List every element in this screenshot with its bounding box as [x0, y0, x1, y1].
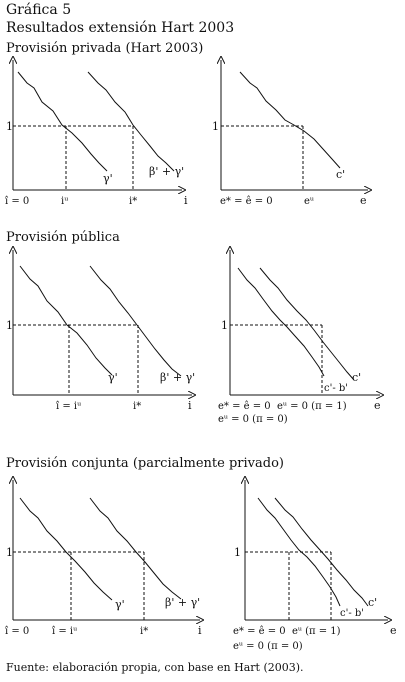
source-note: Fuente: elaboración propia, con base en Hart (2003).	[6, 661, 304, 674]
y-tick-label: 1	[234, 546, 241, 559]
x-axis-label: e	[374, 399, 381, 412]
section-title-joint: Provisión conjunta (parcialmente privado)	[6, 456, 284, 471]
curve-label-c: c'	[336, 168, 346, 181]
curve-label-c-minus-b: c'- b'	[340, 608, 365, 619]
x-axis-label: i	[184, 194, 188, 207]
curve-gamma	[18, 72, 107, 171]
figure-title: Resultados extensión Hart 2003	[6, 20, 235, 36]
x-tick-label: eᵘ (π = 1)	[292, 626, 341, 637]
x-tick-label: eᵘ	[304, 196, 314, 207]
x-tick-label: eᵘ = 0 (π = 1)	[277, 401, 347, 412]
panel-joint-left	[5, 480, 202, 637]
panel-joint-right	[233, 480, 397, 652]
curve-c	[260, 268, 354, 380]
curve-label-gamma: γ'	[108, 371, 118, 384]
curve-c-minus-b	[238, 268, 324, 376]
panel-public-right	[218, 250, 381, 425]
curve-label-c-minus-b: c'- b'	[324, 383, 349, 394]
x-tick-label: i*	[140, 626, 149, 637]
curve-c	[240, 72, 340, 168]
y-tick-label: 1	[212, 120, 219, 133]
y-tick-label: 1	[221, 319, 228, 332]
x-axis-label: i	[198, 624, 202, 637]
x-tick-label-secondary: eᵘ = 0 (π = 0)	[218, 414, 288, 425]
y-tick-label: 1	[6, 319, 13, 332]
curve-beta-gamma	[90, 266, 181, 376]
y-tick-label: 1	[6, 546, 13, 559]
curve-beta-gamma	[88, 72, 174, 171]
x-tick-label: î = iᵘ	[56, 401, 82, 412]
x-tick-label: e* = ê = 0	[218, 401, 271, 412]
x-tick-label: i*	[129, 196, 138, 207]
y-tick-label: 1	[6, 120, 13, 133]
curve-gamma	[20, 266, 112, 375]
curve-label-beta-gamma: β' + γ'	[160, 371, 196, 384]
x-axis-label: e	[390, 624, 397, 637]
x-axis-label: i	[188, 399, 192, 412]
x-tick-label: î = iᵘ	[52, 626, 78, 637]
panel-private-left	[5, 60, 188, 207]
x-tick-label: e* = ê = 0	[233, 626, 286, 637]
curve-label-beta-gamma: β' + γ'	[165, 596, 201, 609]
x-tick-label: î = 0	[5, 196, 30, 207]
curve-label-gamma: γ'	[115, 598, 125, 611]
curve-label-beta-gamma: β' + γ'	[149, 165, 185, 178]
curve-label-gamma: γ'	[103, 172, 113, 185]
x-axis-label: e	[360, 194, 367, 207]
panel-public-left	[6, 250, 195, 412]
curve-label-c: c'	[368, 596, 378, 609]
panel-private-right	[212, 60, 368, 207]
x-tick-label: iᵘ	[61, 196, 69, 207]
x-tick-label: i*	[133, 401, 142, 412]
section-title-private: Provisión privada (Hart 2003)	[6, 41, 204, 56]
figure-number: Gráfica 5	[6, 2, 72, 18]
curve-label-c: c'	[352, 371, 362, 384]
x-tick-label: e* = ê = 0	[220, 196, 273, 207]
curve-beta-gamma	[90, 498, 181, 599]
section-title-public: Provisión pública	[6, 230, 120, 245]
curve-gamma	[20, 498, 112, 600]
x-tick-label-secondary: eᵘ = 0 (π = 0)	[233, 641, 303, 652]
x-tick-label: î = 0	[5, 626, 30, 637]
